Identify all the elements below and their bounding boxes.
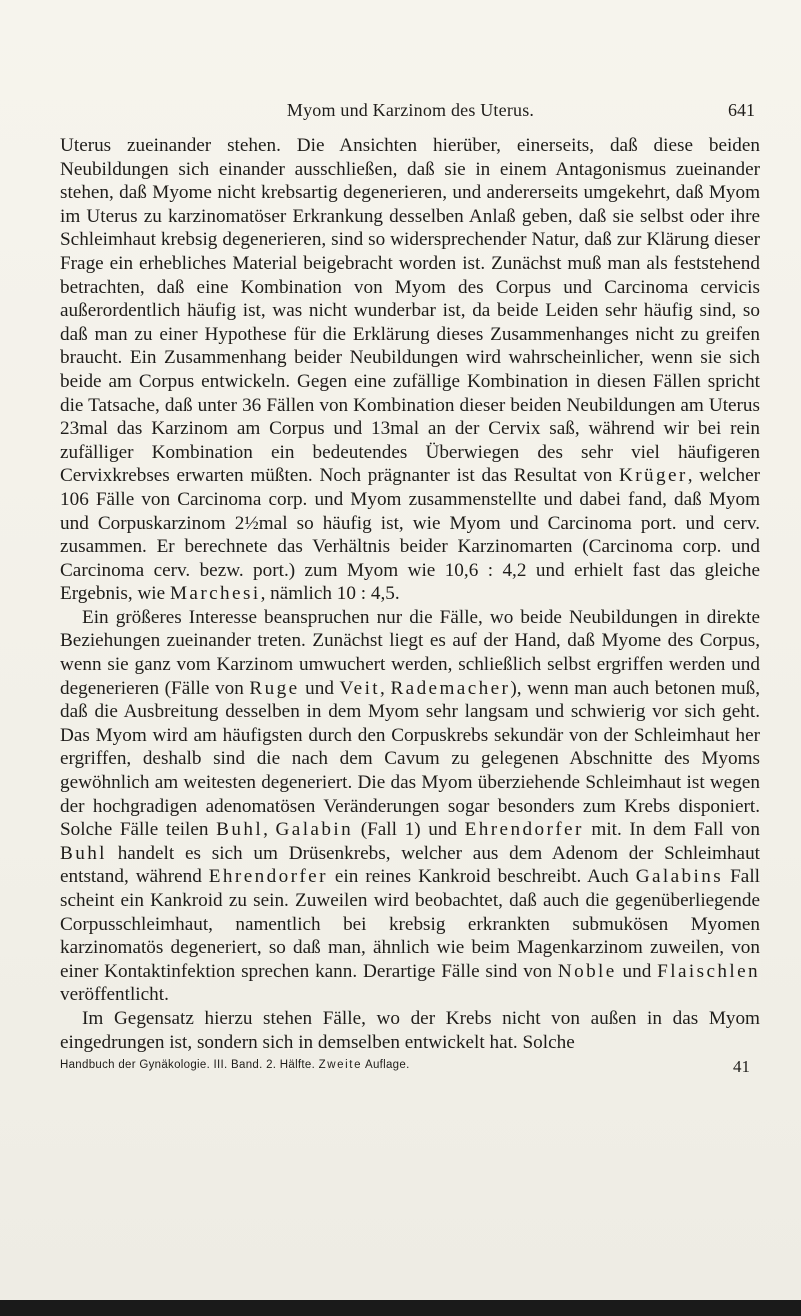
- paragraph-2-text-c: mit. In dem Fall von: [583, 819, 760, 841]
- author-name-noble: Noble: [557, 960, 617, 982]
- author-name-ruge: Ruge: [249, 677, 300, 699]
- page-footer: [60, 1057, 760, 1075]
- paragraph-2-text-d: handelt es sich um Drüsenkrebs, welcher aus dem Adenom der Schleimhaut entstand, während: [60, 842, 760, 888]
- paragraph-2-text-e: ein reines Kankroid beschreibt. Auch: [327, 866, 636, 888]
- paragraph-1-text: Uterus zueinander stehen. Die Ansichten hierüber, einerseits, daß diese beiden Neubildungen sich einander ausschließen, daß sie in einem Antagonismus zueinander stehen, daß Myome nicht krebsartig degenerieren, und andererseits umgekehrt, daß Myom im Uterus zu karzinomatöser Erkrankung desselben Anlaß geben, daß sie selbst oder ihre Schleimhaut krebsig degenerieren, sind so widersprechender Natur, daß zur Klärung dieser Frage ein erhebliches Material beigebracht worden ist. Zunächst muß man als feststehend betrachten, daß eine Kombination von Myom des Corpus und Carcinoma cervicis außerordentlich häufig ist, was nicht wunderbar ist, da beide Leiden sehr häufig sind, so daß man zu einer Hypothese für die Erklärung dieses Zusammenhanges nicht zu greifen braucht. Ein Zusammenhang beider Neubildungen wird wahrscheinlicher, wenn sie sich beide am Corpus entwickeln. Gegen eine zufällige Kombination in diesen Fällen spricht die Tatsache, daß unter 36 Fällen von Kombination dieser beiden Neubildungen am Uterus 23mal das Karzinom am Corpus und 13mal an der Cervix saß, während wir bei rein zufälliger Kombination ein bedeutendes Überwiegen des sehr viel häufigeren Cervixkrebses erwarten müßten. Noch prägnanter ist das Resultat von: [60, 135, 760, 487]
- paragraph-2-text-b: ), wenn man auch betonen muß, daß die Ausbreitung desselben in dem Myom sehr langsam und schwierig vor sich geht. Das Myom wird am häufigsten durch den Corpuskrebs sekundär von der Schleimhaut her ergriffen, deshalb sind die nach dem Cavum zu gelegenen Abschnitte des Myoms gewöhnlich am weitesten degeneriert. Die das Myom überziehende Schleimhaut ist wegen der hochgradigen adenomatösen Veränderungen sogar besonders zum Krebs disponiert. Solche Fälle teilen: [60, 677, 761, 841]
- body-text: [60, 134, 760, 1054]
- scan-edge-bar: [0, 1300, 801, 1316]
- edition-word: Zweite: [318, 1059, 363, 1071]
- author-name-galabins: Galabins: [635, 866, 724, 888]
- paragraph-1-text-c: , nämlich 10 : 4,5.: [260, 583, 400, 605]
- paragraph-1: [60, 134, 760, 606]
- paragraph-2-text-g: veröffentlicht.: [60, 984, 169, 1006]
- author-name-ehrendorfer: Ehrendorfer: [464, 819, 584, 841]
- author-name-veit: Veit: [339, 677, 381, 699]
- source-line: [60, 1059, 410, 1071]
- paragraph-2-text-f: Fall scheint ein Kankroid zu sein. Zuweilen wird beobachtet, daß auch die gegenüberliegende Corpusschleimhaut, namentlich bei krebsig erkrankten submukösen Myomen karzinomatös degeneriert, so daß man, ähnlich wie beim Magenkarzinom zuweilen, von einer Kontaktinfektion sprechen kann. Derartige Fälle sind von: [60, 866, 760, 982]
- signature-mark: 41: [733, 1057, 750, 1076]
- conjunction-und: und: [305, 677, 334, 699]
- author-name-krueger: Krüger: [618, 465, 688, 487]
- author-name-buhl: Buhl: [216, 819, 264, 841]
- paragraph-3: Im Gegensatz hierzu stehen Fälle, wo der Krebs nicht von außen in das Myom eingedrungen ist, sondern sich in demselben entwickelt hat. Solche: [60, 1007, 760, 1053]
- page-number: 641: [728, 100, 755, 120]
- author-name-buhl-2: Buhl: [60, 842, 107, 864]
- paragraph-2: Ein größeres Interesse beanspruchen nur die Fälle, wo beide Neubildungen in direkte Beziehungen zueinander treten. Zunächst liegt es auf der Hand, daß Myome des Corpus, wenn sie ganz vom Karzinom umwuchert werden, schließlich selbst ergriffen werden und degenerieren (Fälle von Ruge und Veit, Rademacher), wenn man auch betonen muß, daß die Ausbreitung desselben in dem Myom sehr langsam und schwierig vor sich geht. Das Myom wird am häufigsten durch den Corpuskrebs sekundär von der Schleimhaut her ergriffen, deshalb sind die nach dem Cavum zu gelegenen Abschnitte des Myoms gewöhnlich am weitesten degeneriert. Die das Myom überziehende Schleimhaut ist wegen der hochgradigen adenomatösen Veränderungen sogar besonders zum Krebs disponiert. Solche Fälle teilen Buhl, Galabin (Fall 1) und Ehrendorfer mit. In dem Fall von Buhl handelt es sich um Drüsenkrebs, welcher aus dem Adenom der Schleimhaut entstand, während Ehrendorfer ein reines Kankroid beschreibt. Auch Galabins Fall scheint ein Kankroid zu sein. Zuweilen wird beobachtet, daß auch die gegenüberliegende Corpusschleimhaut, namentlich bei krebsig erkrankten submukösen Myomen karzinomatös degeneriert, so daß man, ähnlich wie beim Magenkarzinom zuweilen, von einer Kontaktinfektion sprechen kann. Derartige Fälle sind von Noble und Flaischlen veröffentlicht.: [60, 606, 761, 1006]
- paragraph-2-text-a: Ein größeres Interesse beanspruchen nur die Fälle, wo beide Neubildungen in direkte Beziehungen zueinander treten. Zunächst liegt es auf der Hand, daß Myome des Corpus, wenn sie ganz vom Karzinom umwuchert werden, schließlich selbst ergriffen werden und degenerieren (Fälle von: [60, 606, 760, 699]
- author-name-flaischlen: Flaischlen: [657, 960, 761, 982]
- conjunction-und-2: und: [616, 960, 658, 982]
- edition-label: Auflage.: [364, 1059, 410, 1071]
- page-header: [60, 100, 761, 124]
- source-title: Handbuch der Gynäkologie. III. Band. 2. Hälfte.: [60, 1059, 316, 1071]
- case-reference: (Fall 1) und: [353, 819, 465, 841]
- paragraph-1-text-b: , welcher 106 Fälle von Carcinoma corp. und Myom zusammenstellte und dabei fand, daß Myom und Corpuskarzinom 2½mal so häufig ist, wie Myom und Carcinoma port. und cerv. zusammen. Er berechnete das Verhältnis beider Karzinomarten (Carcinoma corp. und Carcinoma cerv. bezw. port.) zum Myom wie 10,6 : 4,2 und erhielt fast das gleiche Ergebnis, wie: [60, 465, 761, 605]
- running-title: Myom und Karzinom des Uterus.: [286, 100, 535, 120]
- author-name-galabin: Galabin: [275, 819, 354, 841]
- author-name-ehrendorfer-2: Ehrendorfer: [208, 866, 328, 888]
- author-name-marchesi: Marchesi: [169, 583, 261, 605]
- author-name-rademacher: Rademacher: [390, 677, 511, 699]
